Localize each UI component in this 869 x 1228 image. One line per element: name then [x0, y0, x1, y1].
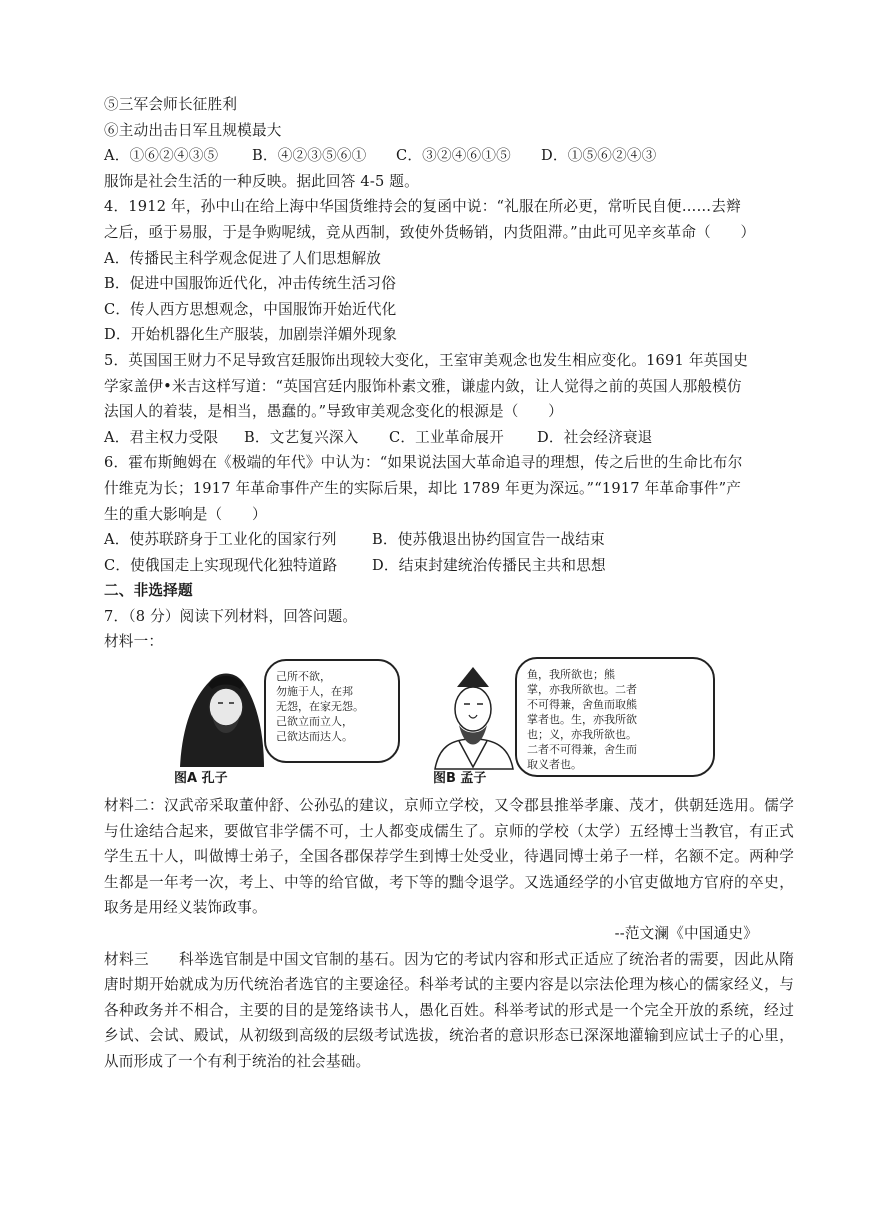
- figure-b: [429, 659, 729, 787]
- option-line-5: ⑤三军会师长征胜利: [104, 96, 238, 113]
- q3-option-c: C．③②④⑥①⑤: [396, 147, 511, 165]
- figure-a-caption: 图A 孔子: [174, 771, 228, 787]
- q6-options-row2: [104, 553, 794, 579]
- confucius-speech-bubble: 己所不欲， 勿施于人，在邦 无怨，在家无怨。 己欲立而立人， 己欲达而达人。: [264, 659, 400, 763]
- q5-option-b: B．文艺复兴深入: [244, 428, 359, 446]
- mencius-speech-bubble: 鱼，我所欲也；熊 掌，亦我所欲也。二者 不可得兼，舍鱼而取熊 掌者也。生，亦我所欲 也；义，亦我所欲也。 二者不可得兼，舍生而 取义者也。: [515, 657, 715, 777]
- material-2-source: --范文澜《中国通史》: [614, 925, 758, 943]
- q5-stem-1: 5．英国国王财力不足导致宫廷服饰出现较大变化，王室审美观念也发生相应变化。1691 年英国史: [104, 351, 749, 369]
- q4-option-d: D．开始机器化生产服装，加剧崇洋媚外现象: [104, 326, 397, 344]
- q5-option-d: D．社会经济衰退: [537, 428, 653, 446]
- material-3-text: 材料三 科举选官制是中国文官制的基石。因为它的考试内容和形式正适应了统治者的需要，因此从隋唐时期开始就成为历代统治者选官的主要途径。科举考试的主要内容是以宗法伦理为核心的儒家经义，与各种政务并不相合，主要的目的是笼络读书人，愚化百姓。科举考试的形式是一个完全开放的系统，经过乡试、会试、殿试，从初级到高级的层级考试选拔，统治者的意识形态已深深地灌输到应试士子的心里，从而形成了一个有利于统治的社会基础。: [104, 950, 794, 1070]
- option-line-6: ⑥主动出击日军且规模最大: [104, 121, 282, 139]
- material-1-label: 材料一：: [104, 633, 164, 651]
- q5-stem-3: 法国人的着装，是相当，愚蠢的。”导致审美观念变化的根源是（ ）: [104, 403, 563, 421]
- material-2-text: 材料二：汉武帝采取董仲舒、公孙弘的建议，京师立学校，又令郡县推举孝廉、茂才，供朝廷选用。儒学与仕途结合起来，要做官非学儒不可，士人都变成儒生了。京师的学校（太学）五经博士当教官，有正式学生五十人，叫做博士弟子，全国各郡保荐学生到博士处受业，待遇同博士弟子一样，名额不定。两种学生都是一年考一次，考上、中等的给官做，考下等的黜令退学。又选通经学的小官吏做地方官府的卒史，取务是用经义装饰政事。: [104, 797, 794, 917]
- q5-options: [104, 425, 794, 451]
- q4-option-c: C．传人西方思想观念，中国服饰开始近代化: [104, 300, 397, 318]
- figure-b-caption: 图B 孟子: [433, 771, 487, 787]
- section-intro: 服饰是社会生活的一种反映。据此回答 4-5 题。: [104, 172, 419, 190]
- q5-stem-2: 学家盖伊•米吉这样写道：“英国宫廷内服饰朴素文雅，谦虚内敛，让人觉得之前的英国人那般模仿: [104, 377, 742, 395]
- q6-option-d: D．结束封建统治传播民主共和思想: [372, 556, 606, 574]
- q6-option-b: B．使苏俄退出协约国宣告一战结束: [372, 531, 605, 549]
- exam-page: [104, 92, 794, 1075]
- q5-option-c: C．工业革命展开: [389, 428, 504, 446]
- q4-stem-2: 之后，亟于易服，于是争购呢绒，竞从西制，致使外货畅销，内货阻滞。”由此可见辛亥革命（ ）: [104, 223, 756, 241]
- q6-options-row1: [104, 527, 794, 553]
- q6-stem-1: 6．霍布斯鲍姆在《极端的年代》中认为：“如果说法国大革命追寻的理想，传之后世的生命比布尔: [104, 454, 743, 472]
- q6-stem-2: 什维克为长；1917 年革命事件产生的实际后果，却比 1789 年更为深远。”“1917 年革命事件”产: [104, 479, 742, 497]
- q6-option-a: A．使苏联跻身于工业化的国家行列: [104, 531, 337, 549]
- q6-option-c: C．使俄国走上实现现代化独特道路: [104, 556, 338, 574]
- q4-stem-1: 4．1912 年，孙中山在给上海中华国货维持会的复函中说：“礼服在所必更，常听民自便……去辫: [104, 198, 741, 216]
- q4-option-a: A．传播民主科学观念促进了人们思想解放: [104, 249, 382, 267]
- q3-options: [104, 143, 794, 169]
- q3-option-b: B．④②③⑤⑥①: [252, 147, 367, 165]
- q6-stem-3: 生的重大影响是（ ）: [104, 505, 267, 523]
- q5-option-a: A．君主权力受限: [104, 428, 219, 446]
- material-1-figure: [104, 659, 794, 787]
- q4-option-b: B．促进中国服饰近代化，冲击传统生活习俗: [104, 275, 397, 293]
- section-heading: 二、非选择题: [104, 582, 193, 600]
- q3-option-d: D．①⑤⑥②④③: [541, 147, 657, 165]
- figure-a: [172, 659, 400, 787]
- q7-stem: 7．（8 分）阅读下列材料，回答问题。: [104, 607, 358, 625]
- q3-option-a: A．①⑥②④③⑤: [104, 147, 219, 165]
